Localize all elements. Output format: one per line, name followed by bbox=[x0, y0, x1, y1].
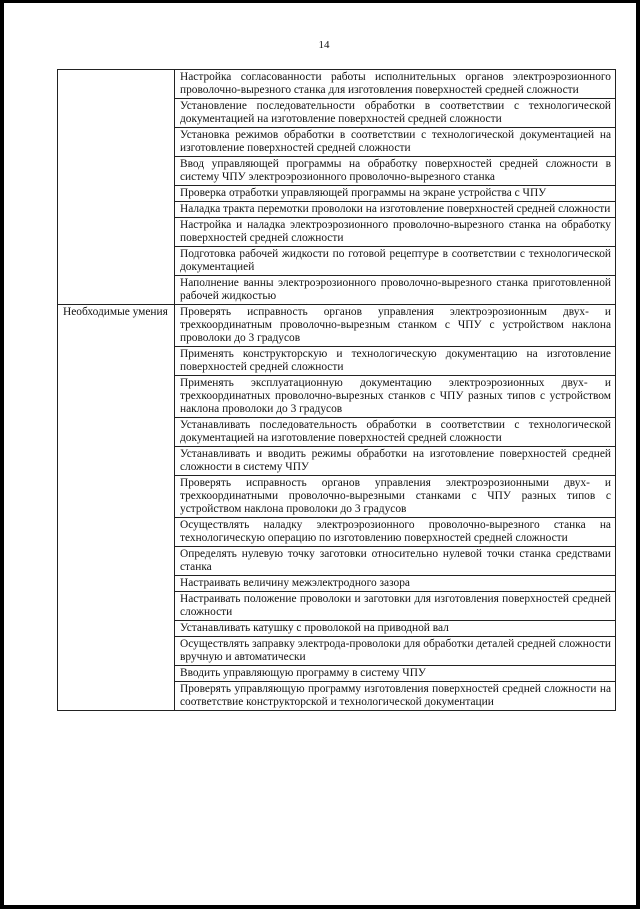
table-cell-skill: Устанавливать последовательность обработки в соответствии с технологической документацией на изготовление поверхностей средней сложности bbox=[175, 418, 616, 447]
table-row bbox=[58, 305, 616, 347]
skills-table bbox=[57, 69, 616, 711]
section-label-empty bbox=[58, 70, 175, 305]
table-cell-skill: Проверять управляющую программу изготовления поверхностей средней сложности на соответствие конструкторской и технологической документации bbox=[175, 682, 616, 711]
table-cell-skill: Применять конструкторскую и технологическую документацию на изготовление поверхностей средней сложности bbox=[175, 347, 616, 376]
table-cell-skill: Проверять исправность органов управления электроэрозионными двух- и трехкоординатными проволочно-вырезными станками с ЧПУ разных типов с устройством наклона проволоки до 3 градусов bbox=[175, 476, 616, 518]
table-cell-action: Наполнение ванны электроэрозионного проволочно-вырезного станка приготовленной рабочей жидкостью bbox=[175, 276, 616, 305]
section-label-skills: Необходимые умения bbox=[58, 305, 175, 711]
table-row bbox=[58, 70, 616, 99]
page-number: 14 bbox=[318, 39, 330, 51]
table-cell-skill: Настраивать положение проволоки и заготовки для изготовления поверхностей средней сложности bbox=[175, 592, 616, 621]
table-cell-action: Установление последовательности обработки в соответствии с технологической документацией на изготовление поверхностей средней сложности bbox=[175, 99, 616, 128]
table-cell-skill: Применять эксплуатационную документацию электроэрозионных двух- и трехкоординатных проволочно-вырезных станков с ЧПУ разных типов с устройством наклона проволоки до 3 градусов bbox=[175, 376, 616, 418]
table-cell-action: Установка режимов обработки в соответствии с технологической документацией на изготовление поверхностей средней сложности bbox=[175, 128, 616, 157]
table-cell-skill: Устанавливать катушку с проволокой на приводной вал bbox=[175, 621, 616, 637]
table-cell-skill: Вводить управляющую программу в систему ЧПУ bbox=[175, 666, 616, 682]
table-cell-skill: Определять нулевую точку заготовки относительно нулевой точки станка средствами станка bbox=[175, 547, 616, 576]
table-cell-skill: Устанавливать и вводить режимы обработки на изготовление поверхностей средней сложности в систему ЧПУ bbox=[175, 447, 616, 476]
table-cell-skill: Осуществлять заправку электрода-проволоки для обработки деталей средней сложности вручную и автоматически bbox=[175, 637, 616, 666]
table-cell-skill: Осуществлять наладку электроэрозионного проволочно-вырезного станка на технологическую операцию по изготовлению поверхностей средней сложности bbox=[175, 518, 616, 547]
table-cell-action: Настройка и наладка электроэрозионного проволочно-вырезного станка на обработку поверхностей средней сложности bbox=[175, 218, 616, 247]
table-cell-skill: Проверять исправность органов управления электроэрозионным двух- и трехкоординатным проволочно-вырезным станком с ЧПУ с устройством наклона проволоки до 3 градусов bbox=[175, 305, 616, 347]
table-cell-action: Подготовка рабочей жидкости по готовой рецептуре в соответствии с технологической документацией bbox=[175, 247, 616, 276]
table-cell-action: Настройка согласованности работы исполнительных органов электроэрозионного проволочно-вырезного станка для изготовления поверхностей средней сложности bbox=[175, 70, 616, 99]
table-cell-action: Наладка тракта перемотки проволоки на изготовление поверхностей средней сложности bbox=[175, 202, 616, 218]
table-cell-action: Проверка отработки управляющей программы на экране устройства с ЧПУ bbox=[175, 186, 616, 202]
table-cell-skill: Настраивать величину межэлектродного зазора bbox=[175, 576, 616, 592]
table-cell-action: Ввод управляющей программы на обработку поверхностей средней сложности в систему ЧПУ электроэрозионного проволочно-вырезного станка bbox=[175, 157, 616, 186]
